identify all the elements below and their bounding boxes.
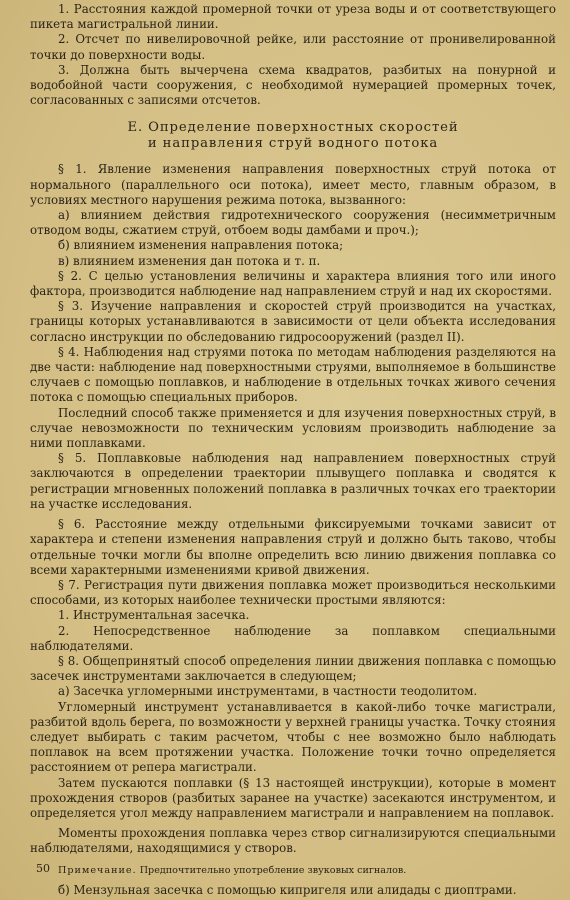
paragraph-4b: Последний способ также применяется и для изучения поверхностных струй, в случае невозможности по техническим условиям производить наблюдение за ними поплавками. xyxy=(30,405,556,451)
note xyxy=(30,864,556,877)
paragraph-8e: б) Мензульная засечка с помощью кипригеля или алидады с диоптрами. xyxy=(58,882,517,897)
paragraph-2: § 2. С целью установления величины и характера влияния того или иного фактора, производится наблюдение над направлением струй и над их скоростями. xyxy=(30,268,556,299)
section-title-line-1: Е. Определение поверхностных скоростей xyxy=(127,120,459,136)
intro-item-2: 2. Отсчет по нивелировочной рейке, или расстояние от пронивелированной точки до поверхности воды. xyxy=(30,32,556,62)
intro-item-3: 3. Должна быть вычерчена схема квадратов, разбитых на понурной и водобойной части сооружения, с необходимой нумерацией промерных точек, согласованных с записями отсчетов. xyxy=(30,62,556,108)
paragraph-8c: Затем пускаются поплавки (§ 13 настоящей инструкции), которые в момент прохождения створов (разбитых заранее на участке) засекаются инструментом, и определяется угол между направлением магистрали и направлением на поплавок. xyxy=(30,775,556,820)
note-label: Примечание. xyxy=(58,864,137,876)
paragraph-1c: в) влиянием изменения дан потока и т. п. xyxy=(58,253,321,268)
paragraph-8: § 8. Общепринятый способ определения линии движения поплавка с помощью засечек инструментами заключается в следующем; xyxy=(30,653,556,684)
paragraph-8d: Моменты прохождения поплавка через створ сигнализируются специальными наблюдателями, находящимися у створов. xyxy=(30,826,556,856)
paragraph-8b: Угломерный инструмент устанавливается в какой-либо точке магистрали, разбитой вдоль берега, по возможности у верхней границы участка. Точку стояния следует выбирать с таким расчетом, чтобы с нее возможно было наблюдать поплавок на всем протяжении участка. Положение точки точно определяется расстоянием от репера магистрали. xyxy=(30,699,556,775)
paragraph-1: § 1. Явление изменения направления поверхностных струй потока от нормального (параллельного оси потока), имеет место, главным образом, в условиях местного нарушения режима потока, вызванного: xyxy=(30,162,556,207)
paragraph-1a: а) влиянием действия гидротехнического сооружения (несимметричным отводом воды, сжатием струй, отбоем воды дамбами и проч.); xyxy=(30,208,556,238)
page-number: 50 xyxy=(36,862,50,875)
paragraph-7-2: 2. Непосредственное наблюдение за поплавком специальными наблюдателями. xyxy=(30,623,556,653)
paragraph-4: § 4. Наблюдения над струями потока по методам наблюдения разделяются на две части: наблюдение над поверхностными струями, выполняемое в большинстве случаев с помощью поплавков, и наблюдение в отдельных точках живого сечения потока с помощью специальных приборов. xyxy=(30,344,556,405)
intro-item-1: 1. Расстояния каждой промерной точки от уреза воды и от соответствующего пикета магистральной линии. xyxy=(30,2,556,32)
section-title-line-2: и направления струй водного потока xyxy=(147,136,439,152)
paragraph-5: § 5. Поплавковые наблюдения над направлением поверхностных струй заключаются в определении траектории плывущего поплавка и сводятся к регистрации мгновенных положений поплавка в различных точках его траектории на участке исследования. xyxy=(30,451,556,511)
section-heading xyxy=(30,120,556,152)
paragraph-1b: б) влиянием изменения направления потока; xyxy=(58,238,344,253)
paragraph-8a: а) Засечка угломерными инструментами, в частности теодолитом. xyxy=(58,684,478,699)
paragraph-7: § 7. Регистрация пути движения поплавка может производиться несколькими способами, из которых наиболее технически простыми являются: xyxy=(30,577,556,608)
note-text: Предпочтительно употребление звуковых сигналов. xyxy=(139,864,407,876)
paragraph-6: § 6. Расстояние между отдельными фиксируемыми точками зависит от характера и степени изменения направления струй и должно быть таково, чтобы отдельные точки могли бы вполне определить всю линию движения поплавка со всеми характерными изменениями кривой движения. xyxy=(30,517,556,577)
paragraph-7-1: 1. Инструментальная засечка. xyxy=(58,608,250,623)
paragraph-3: § 3. Изучение направления и скоростей струй производится на участках, границы которых устанавливаются в зависимости от цели объекта исследования согласно инструкции по обследованию гидросооружений (раздел II). xyxy=(30,299,556,344)
